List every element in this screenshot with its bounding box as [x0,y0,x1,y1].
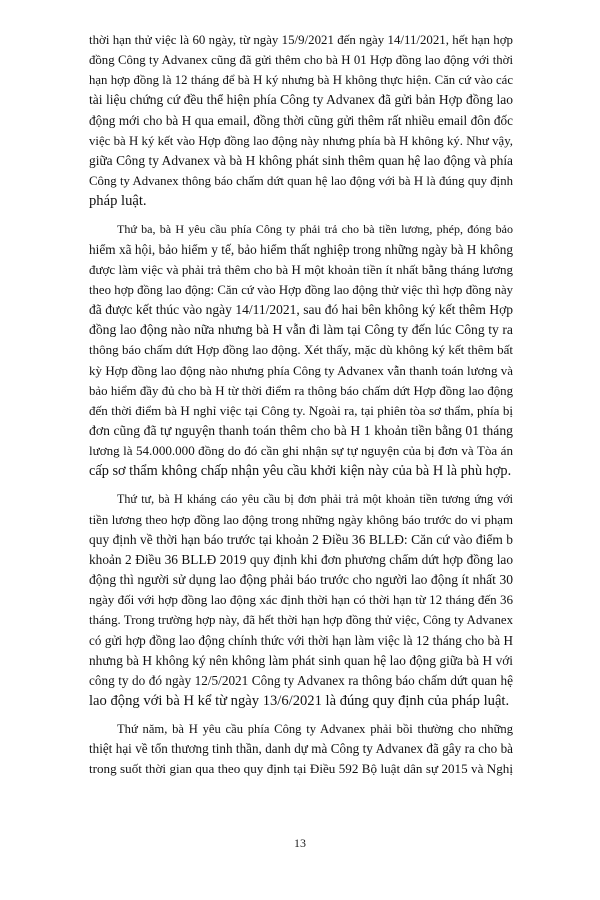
text-line: khoản 2 Điều 36 BLLĐ 2019 quy định khi đơn phương chấm dứt hợp đồng lao [89,551,513,567]
text-line: đồng Công ty Advanex cũng đã gửi thêm cho bà H 01 Hợp đồng lao động với thời [89,53,513,68]
text-line: đồng lao động nào nữa nhưng bà H vẫn đi làm tại Công ty đến lúc Công ty ra [89,322,513,338]
text-line: việc bà H ký kết vào Hợp đồng lao động này nhưng phía bà H không ký. Như vậy, [89,133,513,148]
text-line: tháng. Trong trường hợp này, đã hết thời hạn hợp đồng thử việc, Công ty Advanex [89,613,513,628]
text-line: giữa Công ty Advanex và bà H không phát sinh thêm quan hệ lao động và phía [89,152,513,168]
text-line: hiểm xã hội, bảo hiểm y tế, bảo hiểm thất nghiệp trong những ngày bà H không [89,241,513,257]
paragraph-3 [89,489,513,711]
text-line: đến thời điểm bà H nghỉ việc tại Công ty. Ngoài ra, tại phiên tòa sơ thẩm, phía bị [89,402,513,418]
paragraph-1 [89,30,513,211]
text-line: thiệt hại về tổn thương tinh thần, danh dự mà Công ty Advanex đã gây ra cho bà [89,741,513,757]
text-line: tài liệu chứng cứ đều thể hiện phía Công ty Advanex đã gửi bản Hợp đồng lao [89,92,513,108]
text-line: được làm việc và phải trả thêm cho bà H một khoản tiền ít nhất bằng tháng lương [89,261,513,277]
text-line: công ty do đó ngày 12/5/2021 Công ty Advanex ra thông báo chấm dứt quan hệ [89,672,513,688]
text-line: bảo hiểm đầy đủ cho bà H từ thời điểm ra thông báo chấm dứt Hợp đồng lao động [89,383,513,398]
text-line: động thì người sử dụng lao động phải báo trước cho người lao động ít nhất 30 [89,572,513,588]
text-line: hạn hợp đồng là 12 tháng để bà H ký nhưng bà H không thực hiện. Căn cứ vào các [89,73,513,88]
text-line: thời hạn thử việc là 60 ngày, từ ngày 15/9/2021 đến ngày 14/11/2021, hết hạn hợp [89,33,513,47]
text-line: tiền lương theo hợp đồng lao động trong những ngày không báo trước do vi phạm [89,512,513,527]
text-line: theo hợp đồng lao động: Căn cứ vào Hợp đồng lao động thử việc thì hợp đồng này [89,282,513,297]
text-line: Thứ ba, bà H yêu cầu phía Công ty phải trả cho bà tiền lương, phép, đóng bảo [117,222,513,237]
text-line: đơn cũng đã tự nguyện thanh toán thêm cho bà H 1 khoản tiền bằng 01 tháng [89,422,513,438]
paragraph-2 [89,219,513,481]
text-line: thông báo chấm dứt Hợp đồng lao động. Xét thấy, mặc dù không ký kết thêm bất [89,342,513,358]
text-line: động mới cho bà H qua email, đồng thời cũng gửi thêm rất nhiều email đôn đốc [89,112,513,128]
text-line: ngày đối với hợp đồng lao động xác định thời hạn có thời hạn từ 12 tháng đến 36 [89,592,513,608]
text-line: nhưng bà H không ký nên không làm phát sinh quan hệ lao động giữa bà H với [89,652,513,668]
text-line: Thứ năm, bà H yêu cầu phía Công ty Advanex phải bồi thường cho những [117,722,513,737]
text-line: cấp sơ thẩm không chấp nhận yêu cầu khởi kiện này của bà H là phù hợp. [89,463,512,480]
text-line: lao động với bà H kể từ ngày 13/6/2021 là đúng quy định của pháp luật. [89,693,510,709]
text-line: lương là 54.000.000 đồng do đó cần ghi nhận sự tự nguyện của bị đơn và Tòa án [89,443,513,459]
text-line: có gửi hợp đồng lao động chính thức với thời hạn làm việc là 12 tháng cho bà H [89,632,513,648]
paragraph-4 [89,719,513,779]
text-line: đã được kết thúc vào ngày 14/11/2021, sau đó hai bên không ký kết thêm Hợp [89,302,513,318]
text-line: trong suốt thời gian qua theo quy định tại Điều 592 Bộ luật dân sự 2015 và Nghị [89,761,513,777]
text-line: Công ty Advanex thông báo chấm dứt quan hệ lao động với bà H là đúng quy định [89,174,513,189]
document-body [89,30,513,788]
text-line: kỳ Hợp đồng lao động nào nhưng phía Công ty Advanex vẫn thanh toán lương và [89,362,513,378]
text-line: pháp luật. [89,193,147,210]
text-line: quy định về thời hạn báo trước tại khoản 2 Điều 36 BLLĐ: Căn cứ vào điểm b [89,531,513,547]
text-line: Thứ tư, bà H kháng cáo yêu cầu bị đơn phải trả một khoản tiền tương ứng với [117,492,513,507]
page-number: 13 [294,836,306,850]
